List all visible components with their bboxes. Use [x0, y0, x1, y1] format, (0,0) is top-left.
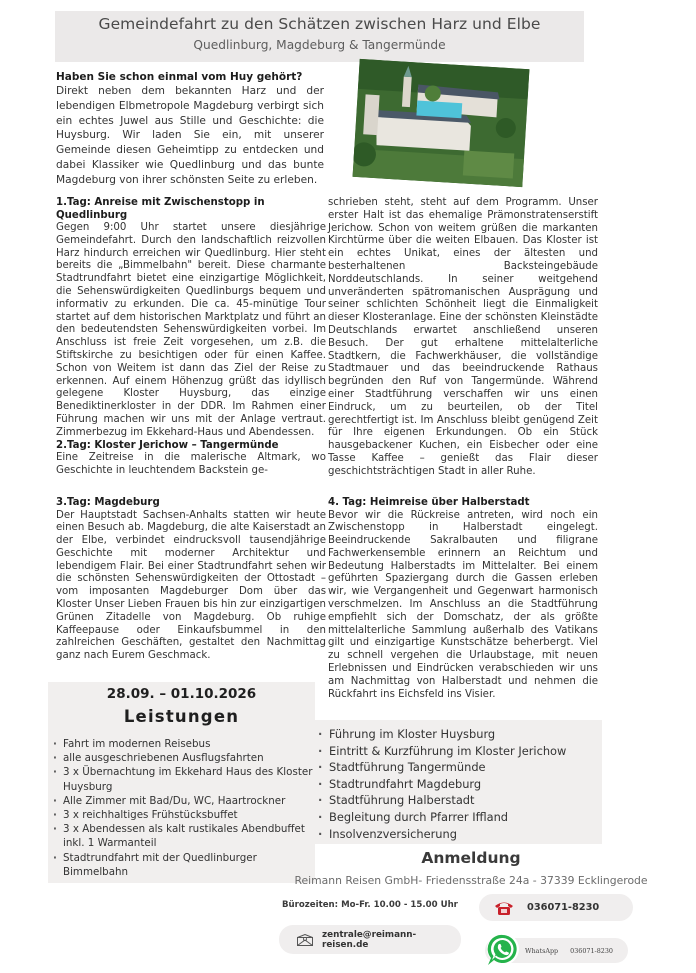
- day-3-text: Der Hauptstadt Sachsen-Anhalts statten wir heute einen Besuch ab. Magdeburg, die alte Kaiserstadt an der Elbe, verbindet eindrucksvoll tausendjährige Geschichte mit moderner Architektur und lebendigem Flair. Bei einer Stadtrundfahrt sehen wir die schönsten Sehenswürdigkeiten der Ottostadt – vom imposanten Magdeburger Dom über das Kloster Unser Lieben Frauen bis hin zur einzigartigen Grünen Zitadelle von Magdeburg. Ob ruhige Kaffeepause oder Einkaufsbummel in den zahlreichen Geschäften, gestaltet den Nachmittag ganz nach Eurem Geschmack.: [56, 509, 326, 662]
- services-title: Leistungen: [123, 707, 240, 726]
- email-address: zentrale@reimann-reisen.de: [322, 929, 417, 950]
- page-title: Gemeindefahrt zu den Schätzen zwischen Harz und Elbe: [98, 15, 541, 33]
- services-item: · Stadtführung Tangermünde: [318, 759, 600, 776]
- whatsapp-icon: [484, 931, 522, 969]
- services-item: · 3 x reichhaltiges Frühstücksbuffet: [53, 808, 313, 822]
- services-item: · Fahrt im modernen Reisebus: [53, 737, 313, 751]
- day-2-continuation: [328, 197, 598, 479]
- day-3-heading: 3.Tag: Magdeburg: [56, 497, 160, 508]
- services-list-left: [53, 737, 313, 879]
- services-item: · 3 x Abendessen als kalt rustikales Abendbuffet inkl. 1 Warmanteil: [53, 822, 313, 850]
- services-item: · alle ausgeschriebenen Ausflugsfahrten: [53, 751, 313, 765]
- services-item: · Insolvenzversicherung: [318, 826, 600, 843]
- day-1-text: Gegen 9:00 Uhr startet unsere diesjährige Gemeindefahrt. Durch den landschaftlich reizvollen Harz hindurch erreichen wir Quedlinburg. Hier steht bereits die „Bimmelbahn" bereit. Diese charmante Stadtrundfahrt bietet eine einzigartige Möglichkeit, die Sehenswürdigkeiten Quedlinburgs bequem und informativ zu erkunden. Die ca. 45-minütige Tour startet auf dem historischen Marktplatz und führt an den bedeutendsten Sehenswürdigkeiten vorbei. Im Anschluss ist freie Zeit vorgesehen, um z.B. die Stiftskirche zu besichtigen oder für einen Kaffee. Schon von Weitem ist dann das Ziel der Reise zu erkennen. Auf einem Höhenzug grüßt das idyllisch gelegene Kloster Huysburg, das einzige Benediktinerkloster in der DDR. Im Rahmen einer Führung machen wir uns mit der Anlage vertraut. Zimmerbezug im Ekkehard-Haus und Abendessen.: [56, 222, 326, 438]
- services-item: · Begleitung durch Pfarrer Iffland: [318, 809, 600, 826]
- day-2-text-part2: schrieben steht, steht auf dem Programm. Unser erster Halt ist das ehemalige Prämonstratenserstift Jerichow. Schon von weitem grüßen die markanten Kirchtürme über die weiten Elbauen. Das Kloster ist ein echtes Unikat, eines der ältesten und besterhaltenen Backsteingebäude Norddeutschlands. In seiner weitgehend unveränderten spätromanischen Ausprägung und seiner schlichten Schönheit liegt die Einmaligkeit dieser Klosteranlage. Eine der schönsten Kleinstädte Deutschlands erwartet anschließend unseren Besuch. Der gut erhaltene mittelalterliche Stadtkern, die Fachwerkhäuser, die vollständige Stadtmauer und das beeindruckende Rathaus begründen den Ruf von Tangermünde. Während einer Stadtführung verschaffen wir uns einen Eindruck, um zu beurteilen, ob der Titel gerechtfertigt ist. Im Anschluss bleibt genügend Zeit für Ihre eigenen Erkundungen. Ob ein Stück hausgebackener Kuchen, ein Eisbecher oder eine Tasse Kaffee – genießt das Flair dieser geschichtsträchtigen Stadt in aller Ruhe.: [328, 197, 598, 477]
- services-item: · Stadtrundfahrt mit der Quedlinburger Bimmelbahn: [53, 851, 313, 879]
- company-address: Reimann Reisen GmbH- Friedensstraße 24a - 37339 Ecklingerode: [294, 874, 648, 887]
- day-1-heading: 1.Tag: Anreise mit Zwischenstopp in Quedlinburg: [56, 197, 265, 221]
- email-contact[interactable]: [279, 925, 461, 954]
- services-item: · Führung im Kloster Huysburg: [318, 726, 600, 743]
- monastery-aerial-image: [353, 59, 530, 187]
- day-2-heading: 2.Tag: Kloster Jerichow – Tangermünde: [56, 439, 279, 451]
- day-4-heading: 4. Tag: Heimreise über Halberstadt: [328, 497, 530, 508]
- services-list-right: [318, 726, 600, 842]
- services-item: · Eintritt & Kurzführung im Kloster Jerichow: [318, 743, 600, 760]
- phone-number: 036071-8230: [527, 902, 600, 913]
- page-subtitle: Quedlinburg, Magdeburg & Tangermünde: [193, 38, 446, 52]
- envelope-icon: [297, 934, 313, 946]
- telephone-icon: [493, 900, 515, 916]
- services-item: · Stadtrundfahrt Magdeburg: [318, 776, 600, 793]
- services-item: · Stadtführung Halberstadt: [318, 792, 600, 809]
- whatsapp-label: WhatsApp: [525, 946, 559, 955]
- header-banner: [55, 11, 584, 62]
- services-item: · Alle Zimmer mit Bad/Du, WC, Haartrockner: [53, 794, 313, 808]
- office-hours: Bürozeiten: Mo-Fr. 10.00 - 15.00 Uhr: [282, 900, 458, 910]
- phone-contact[interactable]: [479, 894, 633, 921]
- day-4-section: [328, 497, 598, 701]
- monastery-photo: [353, 59, 530, 187]
- intro-section: [56, 70, 324, 188]
- day-4-text: Bevor wir die Rückreise antreten, wird noch ein Zwischenstopp in Halberstadt eingelegt. Beeindruckende Sakralbauten und filigrane Fachwerkensemble erinnern an Reichtum und Bedeutung Halberstadts im Mittelalter. Bei einem geführten Spaziergang durch die Gassen erleben wir, wie Vergangenheit und Gegenwart harmonisch verschmelzen. Im Anschluss an die Stadtführung empfiehlt sich der Domschatz, der als größte mittelalterliche Sammlung außerhalb des Vatikans gilt und einzigartige Kunstschätze beherbergt. Viel zu schnell vergehen die Urlaubstage, mit neuen Erlebnissen und Eindrücken verabschieden wir uns am Nachmittag von Halberstadt und nehmen die Rückfahrt ins Eichsfeld ins Visier.: [328, 509, 598, 700]
- services-item: · 3 x Übernachtung im Ekkehard Haus des Kloster Huysburg: [53, 765, 313, 793]
- travel-dates: 28.09. – 01.10.2026: [106, 686, 257, 702]
- intro-text: Direkt neben dem bekannten Harz und der lebendigen Elbmetropole Magdeburg verbirgt sich ein echtes Juwel aus Stille und Geschichte: die Huysburg. Wir laden Sie ein, mit unserer Gemeinde diesen Geheimtipp zu entdecken und dabei Klassiker wie Quedlinburg und das bunte Magdeburg von ihrer schönsten Seite zu erleben.: [56, 85, 324, 186]
- day-3-section: [56, 497, 326, 663]
- day-1-section: [56, 197, 326, 478]
- whatsapp-number: 036071-8230: [570, 946, 613, 955]
- registration-title: Anmeldung: [421, 849, 521, 867]
- intro-question: Haben Sie schon einmal vom Huy gehört?: [56, 71, 303, 83]
- day-2-text-part1: Eine Zeitreise in die malerische Altmark, wo Geschichte in leuchtendem Backstein ge-: [56, 452, 326, 476]
